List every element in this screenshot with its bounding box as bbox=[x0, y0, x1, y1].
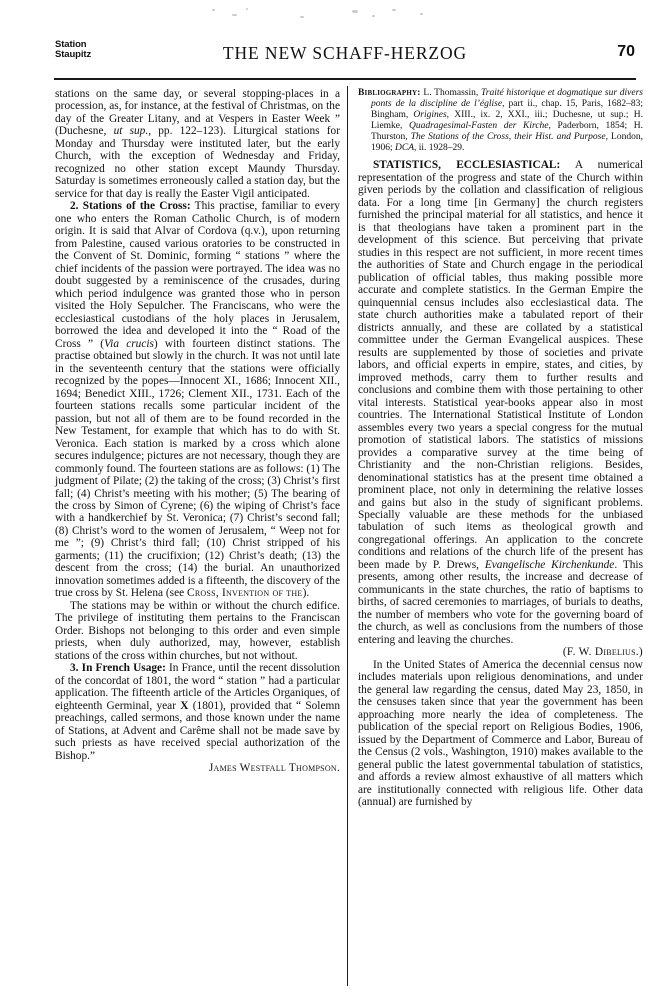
header-rule bbox=[54, 78, 636, 80]
page-number: 70 bbox=[617, 43, 635, 60]
entry-statistics-ecclesiastical: STATISTICS, ECCLESIASTICAL: A numerical representation of the progress and state of the Church within given periods by the collation and classification of religious data. For a long time [in Germany] the church registers furnished the principal material for all statistics, and hence it is that theologians have taken a prominent part in the development of this science. But perceiving that private studies in this respect are not sufficient, in more recent times the authorities of State and Church engage in the periodical publication of official tables, thus making possible more accurate and complete statistics. In the German Empire the quinquennial census includes also ecclesiastical data. The state church authorities make a tabulated report of their districts annually, and these are collated by a statistical committee under the German Evangelical auspices. These results are supplemented by those of societies and private labors, and official experts in empire, states, and cities, by improved methods, carry them to further results and conclusions and combine them with those pertaining to other vital interests. Statistical year-books appear also in most countries. The International Statistical Institute of London assembles every two years a special congress for the mutual promotion of statistical labors. The statistics of missions provides a comparative survey at the time being of Christianity and the non-Christian religions. Besides, denominational statistics has at the present time obtained a prominent place, not only in determining the relative losses and gains but also in the study of significant problems. Specially valuable are these methods for the unbiased tabulation of such items as theological growth and congregational offerings. An application to the concrete conditions and relations of the church life of the present has been made by P. Drews, Evangelische Kirchenkunde. This presents, among other results, the increase and decrease of communicants in the state churches, the ratio of baptisms to births, of sacred ceremonies to marriages, of burials to deaths, the number of members who vote for the governing board of the church, as well as conclusions from the numbers of those entering and leaving the churches. bbox=[358, 159, 644, 646]
scan-artifacts bbox=[0, 6, 666, 24]
paragraph-united-states-census: In the United States of America the decennial census now includes materials upon religious denominations, and under the general law regarding the census, dated May 23, 1850, in the censuses taken since that year the government has been approaching more nearly the idea of completeness. The publication of the special report on Religious Bodies, 1906, issued by the Department of Commerce and Labor, Bureau of the Census (2 vols., Washington, 1910) makes available to the general public the latest governmental tabulation of statistics, and affords a review almost exhaustive of all matters which are institutionally connected with religious life. Other data (annual) are furnished by bbox=[358, 658, 643, 809]
section-title-stations-of-the-cross: Stations of the Cross: bbox=[82, 200, 191, 213]
paragraph-french-usage: 3. In French Usage: In France, until the recent dissolution of the concordat of 1801, the word “ station ” had a particular application. The fifteenth article of the Articles Organiques, of eighteenth Germinal, year X (1801), provided that “ Solemn preachings, called sermons, and those known under the name of Stations, at Advent and Carême shall not be made save by such priests as have received special authorization of the Bishop.” bbox=[55, 662, 340, 762]
book-title: THE NEW SCHAFF-HERZOG bbox=[222, 43, 468, 63]
section-number-2: 2. bbox=[70, 200, 79, 213]
bibliography-block: Bibliography: L. Thomassin, Traité historique et dogmatique sur divers ponts de la discipline de l’église, part ii., chap. 15, Paris, 1682–83; Bingham, Origines, XIII., ix. 2, XXI., iii.; Duchesne, ut sup.; H. Liemke, Quadragesimal-Fasten der Kirche, Paderborn, 1854; H. Thurston, The Stations of the Cross, their Hist. and Purpose, London, 1906; DCA, ii. 1928–29. bbox=[358, 88, 644, 153]
bibliography-label: Bibliography: bbox=[358, 88, 421, 98]
paragraph-stations-location: The stations may be within or without the church edifice. The privilege of instituting them pertains to the Franciscan Order. Bishops not belonging to this order and even simple priests, when duly authorized, may, however, establish stations of the cross within churches, but not without. bbox=[55, 599, 340, 662]
left-column bbox=[55, 88, 340, 775]
right-column bbox=[358, 88, 643, 809]
year-roman-numeral: X bbox=[180, 699, 189, 712]
paragraph-stations-of-the-cross: 2. Stations of the Cross: This practise, familiar to every one who enters the Roman Catholic Church, is of modern origin. It is said that Alvar of Cordova (q.v.), upon returning from Palestine, caused various oratories to be constructed in the Convent of St. Dominic, forming “ stations ” where the chief incidents of the passion were portrayed. The idea was no doubt suggested by a reminiscence of the crusades, during which period indulgence was granted those who in person visited the Holy Sepulcher. The Franciscans, who were the ecclesiastical custodians of the holy places in Jerusalem, borrowed the idea and developed it into the “ Road of the Cross ” (Via crucis) with fourteen distinct stations. The practise obtained but slowly in the church. It was not until late in the seventeenth century that the stations were officially recognized by the popes—Innocent XI., 1686; Innocent XII., 1694; Benedict XIII., 1726; Clement XII., 1731. Each of the fourteen stations recalls some particular incident of the passion, but not all of them are to be found recorded in the New Testament, for example that which has to do with St. Veronica. Each station is marked by a cross which alone secures indulgence; pictures are not necessary, though they are commonly found. The fourteen stations are as follows: (1) The judgment of Pilate; (2) the taking of the cross; (3) Christ’s first fall; (4) Christ’s meeting with his mother; (5) The bearing of the cross by Simon of Cyrene; (6) the wiping of Christ’s face with a handkerchief by St. Veronica; (7) Christ’s second fall; (8) Christ’s word to the women of Jerusalem, “ Weep not for me ”; (9) Christ’s third fall; (10) Christ stripped of his garments; (11) the crucifixion; (12) Christ’s death; (13) the descent from the cross; (14) the burial. An unauthorized innovation sometimes added is a fifteenth, the discovery of the true cross by St. Helena (see Cross, Invention of the). bbox=[55, 200, 341, 600]
entry-title: STATISTICS, ECCLESIASTICAL: bbox=[373, 159, 561, 172]
column-divider-rule bbox=[347, 86, 348, 986]
section-number-3: 3. bbox=[70, 662, 79, 675]
running-head-left-line2: Staupitz bbox=[55, 49, 92, 61]
running-head bbox=[55, 40, 635, 70]
paragraph-station-continued: stations on the same day, or several stopping-places in a procession, as, for instance, at the festival of Christmas, on the day of the Greater Litany, and at Vespers in Easter Week ” (Duchesne, ut sup., pp. 122–123). Liturgical stations for Monday and Thursday were instituted later, but the early Church, with the exception of Wednesday and Friday, recognized no other station except Maundy Thursday. Saturday is sometimes erroneously called a station day, but the service for that day is really the Easter Vigil anticipated. bbox=[55, 88, 340, 200]
author-byline-left: James Westfall Thompson. bbox=[208, 762, 340, 775]
section-title-french-usage: In French Usage: bbox=[81, 662, 166, 675]
author-byline-right: (F. W. Dibelius.) bbox=[562, 646, 643, 659]
cross-reference-cross-invention: Cross, Invention of the bbox=[187, 587, 303, 600]
running-head-left-line1: Station bbox=[55, 39, 87, 50]
